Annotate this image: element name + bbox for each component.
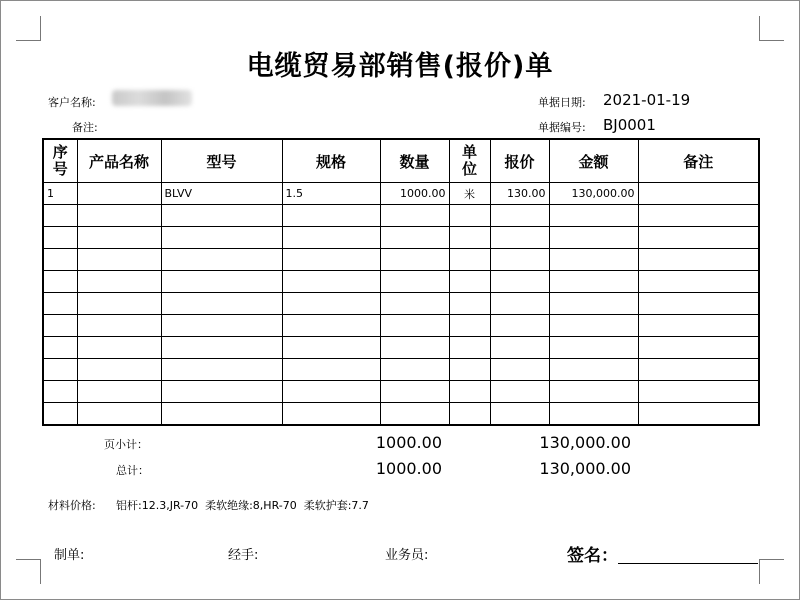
cell-amount xyxy=(549,315,638,337)
cell-spec xyxy=(282,227,380,249)
table-row-empty xyxy=(43,403,759,426)
number-value: BJ0001 xyxy=(603,116,656,134)
cell-product xyxy=(77,293,161,315)
cell-remark xyxy=(638,227,759,249)
total-amount: 130,000.00 xyxy=(539,459,631,478)
cell-remark xyxy=(638,359,759,381)
cell-seq xyxy=(43,359,77,381)
cell-unit: 米 xyxy=(449,183,490,205)
cell-price xyxy=(490,227,549,249)
cell-unit xyxy=(449,359,490,381)
cell-remark xyxy=(638,337,759,359)
date-label: 单据日期: xyxy=(538,96,586,109)
cell-price xyxy=(490,205,549,227)
total-qty: 1000.00 xyxy=(375,459,442,478)
materials-text: 铝杆:12.3,JR-70 柔软绝缘:8,HR-70 柔软护套:7.7 xyxy=(116,499,369,512)
cell-qty xyxy=(380,271,449,293)
cell-remark xyxy=(638,293,759,315)
cell-spec xyxy=(282,205,380,227)
table-row-empty xyxy=(43,359,759,381)
page-subtotal-amount: 130,000.00 xyxy=(539,433,631,452)
handler-label: 经手: xyxy=(228,548,259,563)
cell-price xyxy=(490,337,549,359)
cell-model xyxy=(161,315,282,337)
cell-price: 130.00 xyxy=(490,183,549,205)
table-row-empty xyxy=(43,381,759,403)
crop-mark-top-right xyxy=(759,16,784,41)
cell-product xyxy=(77,227,161,249)
cell-seq xyxy=(43,315,77,337)
cell-remark xyxy=(638,183,759,205)
cell-product xyxy=(77,183,161,205)
cell-model xyxy=(161,227,282,249)
cell-seq xyxy=(43,337,77,359)
materials-label: 材料价格: xyxy=(48,499,96,512)
cell-amount xyxy=(549,249,638,271)
cell-product xyxy=(77,381,161,403)
cell-qty xyxy=(380,293,449,315)
table-row-empty xyxy=(43,293,759,315)
cell-seq xyxy=(43,227,77,249)
table-row xyxy=(43,183,759,205)
cell-amount: 130,000.00 xyxy=(549,183,638,205)
cell-unit xyxy=(449,227,490,249)
table-row-empty xyxy=(43,315,759,337)
cell-unit xyxy=(449,315,490,337)
cell-seq xyxy=(43,249,77,271)
header-product: 产品名称 xyxy=(77,139,161,183)
document-title: 电缆贸易部销售(报价)单 xyxy=(246,51,554,82)
cell-seq xyxy=(43,205,77,227)
cell-product xyxy=(77,205,161,227)
cell-unit xyxy=(449,205,490,227)
date-value: 2021-01-19 xyxy=(603,91,691,109)
cell-unit xyxy=(449,249,490,271)
items-table xyxy=(42,138,760,426)
cell-remark xyxy=(638,271,759,293)
cell-price xyxy=(490,293,549,315)
cell-model xyxy=(161,359,282,381)
cell-spec xyxy=(282,359,380,381)
cell-product xyxy=(77,271,161,293)
cell-spec xyxy=(282,403,380,426)
salesman-label: 业务员: xyxy=(385,548,429,563)
customer-name-redacted xyxy=(112,90,192,106)
cell-product xyxy=(77,337,161,359)
cell-spec xyxy=(282,315,380,337)
cell-amount xyxy=(549,293,638,315)
cell-spec xyxy=(282,293,380,315)
header-spec: 规格 xyxy=(282,139,380,183)
cell-seq xyxy=(43,381,77,403)
page-subtotal-qty: 1000.00 xyxy=(375,433,442,452)
cell-qty xyxy=(380,337,449,359)
header-seq: 序号 xyxy=(43,139,77,183)
cell-amount xyxy=(549,381,638,403)
cell-remark xyxy=(638,403,759,426)
cell-qty xyxy=(380,359,449,381)
cell-qty xyxy=(380,315,449,337)
crop-mark-bottom-right xyxy=(759,559,784,584)
crop-mark-bottom-left xyxy=(16,559,41,584)
table-row-empty xyxy=(43,249,759,271)
cell-product xyxy=(77,315,161,337)
cell-spec xyxy=(282,249,380,271)
header-model: 型号 xyxy=(161,139,282,183)
header-unit: 单位 xyxy=(449,139,490,183)
cell-qty xyxy=(380,205,449,227)
table-row-empty xyxy=(43,337,759,359)
number-label: 单据编号: xyxy=(538,121,586,134)
cell-unit xyxy=(449,403,490,426)
table-row-empty xyxy=(43,271,759,293)
cell-spec: 1.5 xyxy=(282,183,380,205)
maker-label: 制单: xyxy=(54,548,85,563)
cell-model: BLVV xyxy=(161,183,282,205)
total-label: 总计： xyxy=(116,464,149,477)
cell-spec xyxy=(282,337,380,359)
cell-remark xyxy=(638,249,759,271)
signature-label: 签名： xyxy=(567,546,618,566)
cell-qty xyxy=(380,381,449,403)
table-row-empty xyxy=(43,227,759,249)
cell-unit xyxy=(449,381,490,403)
cell-model xyxy=(161,205,282,227)
cell-seq: 1 xyxy=(43,183,77,205)
cell-amount xyxy=(549,359,638,381)
cell-model xyxy=(161,271,282,293)
cell-model xyxy=(161,249,282,271)
crop-mark-top-left xyxy=(16,16,41,41)
header-amount: 金额 xyxy=(549,139,638,183)
cell-unit xyxy=(449,293,490,315)
cell-product xyxy=(77,359,161,381)
cell-product xyxy=(77,249,161,271)
cell-amount xyxy=(549,271,638,293)
table-row-empty xyxy=(43,205,759,227)
signature-line xyxy=(618,563,758,564)
cell-spec xyxy=(282,271,380,293)
cell-price xyxy=(490,403,549,426)
cell-product xyxy=(77,403,161,426)
cell-remark xyxy=(638,315,759,337)
cell-price xyxy=(490,271,549,293)
cell-seq xyxy=(43,293,77,315)
cell-model xyxy=(161,337,282,359)
cell-qty xyxy=(380,227,449,249)
cell-seq xyxy=(43,271,77,293)
cell-model xyxy=(161,293,282,315)
cell-seq xyxy=(43,403,77,426)
cell-price xyxy=(490,359,549,381)
page-subtotal-label: 页小计： xyxy=(104,438,148,451)
cell-qty xyxy=(380,249,449,271)
cell-price xyxy=(490,315,549,337)
cell-model xyxy=(161,403,282,426)
cell-amount xyxy=(549,205,638,227)
cell-amount xyxy=(549,403,638,426)
cell-price xyxy=(490,249,549,271)
cell-amount xyxy=(549,227,638,249)
cell-unit xyxy=(449,271,490,293)
cell-qty xyxy=(380,403,449,426)
cell-model xyxy=(161,381,282,403)
table-header-row xyxy=(43,139,759,183)
remark-label: 备注: xyxy=(72,121,98,134)
header-price: 报价 xyxy=(490,139,549,183)
cell-spec xyxy=(282,381,380,403)
cell-amount xyxy=(549,337,638,359)
cell-unit xyxy=(449,337,490,359)
header-qty: 数量 xyxy=(380,139,449,183)
cell-qty: 1000.00 xyxy=(380,183,449,205)
cell-remark xyxy=(638,205,759,227)
header-remark: 备注 xyxy=(638,139,759,183)
cell-price xyxy=(490,381,549,403)
customer-label: 客户名称: xyxy=(48,96,96,109)
cell-remark xyxy=(638,381,759,403)
